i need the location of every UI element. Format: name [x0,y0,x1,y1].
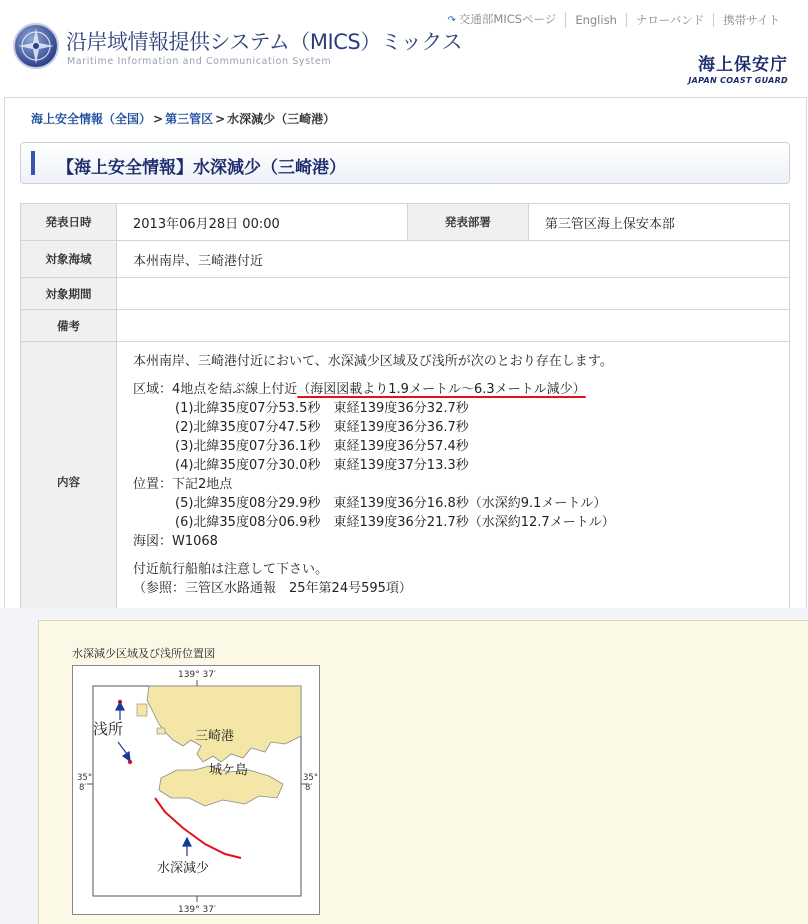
chart-number: 海図：W1068 [133,534,218,549]
page-title-box [20,142,790,184]
position-point: (5)北緯35度08分29.9秒 東経139度36分16.8秒（水深約9.1メートル） [175,496,607,511]
reference-text: （参照：三管区水路通報 25年第24号595項） [133,581,412,596]
table-row [21,342,790,622]
area-label: 対象海域 [21,241,117,278]
top-link-mobile[interactable]: 携帯サイト [723,13,780,27]
map-pier [157,728,165,734]
map-shoal-label: 浅所 [93,720,124,738]
table-row [21,241,790,278]
map-island-label: 城ケ島 [209,763,249,778]
page-title: 【海上安全情報】水深減少（三崎港） [57,158,346,178]
table-row [21,310,790,342]
table-row [21,278,790,310]
zone-point: (3)北緯35度07分36.1秒 東経139度36分57.4秒 [175,439,469,454]
position-point: (6)北緯35度08分06.9秒 東経139度36分21.7秒（水深約12.7メートル） [175,515,615,530]
issuer-label: 発表部署 [407,204,528,241]
jcg-logo[interactable] [688,50,788,85]
remarks-label: 備考 [21,310,117,342]
mics-logo-icon[interactable] [12,22,60,70]
breadcrumb-link-national[interactable]: 海上安全情報（全国） [31,112,152,126]
zone-prefix: 区域：4地点を結ぶ線上付近 [133,382,298,397]
zone-point: (1)北緯35度07分53.5秒 東経139度36分32.7秒 [175,401,469,416]
period-value [117,278,790,310]
breadcrumb-current: 水深減少（三崎港） [227,112,336,126]
zone-line [133,380,789,399]
jcg-logo-name-en: JAPAN COAST GUARD [688,76,788,85]
zone-highlight: （海図図載より1.9メートル～6.3メートル減少） [297,382,586,397]
site-title[interactable]: 沿岸域情報提供システム（MICS）ミックス [66,30,463,54]
map-port-label: 三崎港 [195,729,235,744]
breadcrumb-link-region3[interactable]: 第三管区 [165,112,214,126]
issue-date-value: 2013年06月28日 00:00 [117,204,408,241]
breadcrumb-separator: > [153,112,164,126]
map-lat-label-right-deg: 35° [303,773,319,783]
map-lat-label-left-deg: 35° [77,773,93,783]
link-arrow-icon: ↷ [447,15,456,26]
remarks-value [117,310,790,342]
title-accent-bar [31,151,35,175]
top-link-mics-label: 交通部MICSページ [458,12,557,26]
area-value: 本州南岸、三崎港付近 [117,241,790,278]
top-link-english[interactable]: English [566,13,627,27]
issue-date-label: 発表日時 [21,204,117,241]
breadcrumb [31,110,335,127]
location-map [72,665,320,915]
top-links [439,12,780,28]
site-header [0,0,808,96]
content-label: 内容 [21,342,117,622]
content-intro: 本州南岸、三崎港付近において、水深減少区域及び浅所が次のとおり存在します。 [133,354,613,369]
map-pier [137,704,147,716]
map-lat-label-left-min: 8′ [79,783,87,793]
top-link-mics[interactable] [439,12,567,28]
content-body [117,342,790,622]
content-panel [4,97,807,608]
notice-text: 付近航行船舶は注意して下さい。 [133,562,329,577]
site-subtitle: Maritime Information and Communication System [67,56,332,67]
breadcrumb-separator: > [215,112,226,126]
map-drawing [73,666,321,916]
issuer-value: 第三管区海上保安本部 [528,204,789,241]
map-depth-label: 水深減少 [157,861,210,876]
zone-point: (2)北緯35度07分47.5秒 東経139度36分36.7秒 [175,420,469,435]
position-heading: 位置：下記2地点 [133,477,233,492]
map-lon-label-top: 139° 37′ [177,670,217,680]
info-table [20,203,790,622]
zone-point: (4)北緯35度07分30.0秒 東経139度37分13.3秒 [175,458,469,473]
top-link-narrowband[interactable]: ナローバンド [627,13,714,27]
jcg-logo-name: 海上保安庁 [698,55,788,75]
map-panel [38,620,808,924]
period-label: 対象期間 [21,278,117,310]
table-row [21,204,790,241]
map-lon-label-bottom: 139° 37′ [177,905,217,915]
map-caption: 水深減少区域及び浅所位置図 [72,647,215,660]
map-lat-label-right-min: 8′ [305,783,313,793]
